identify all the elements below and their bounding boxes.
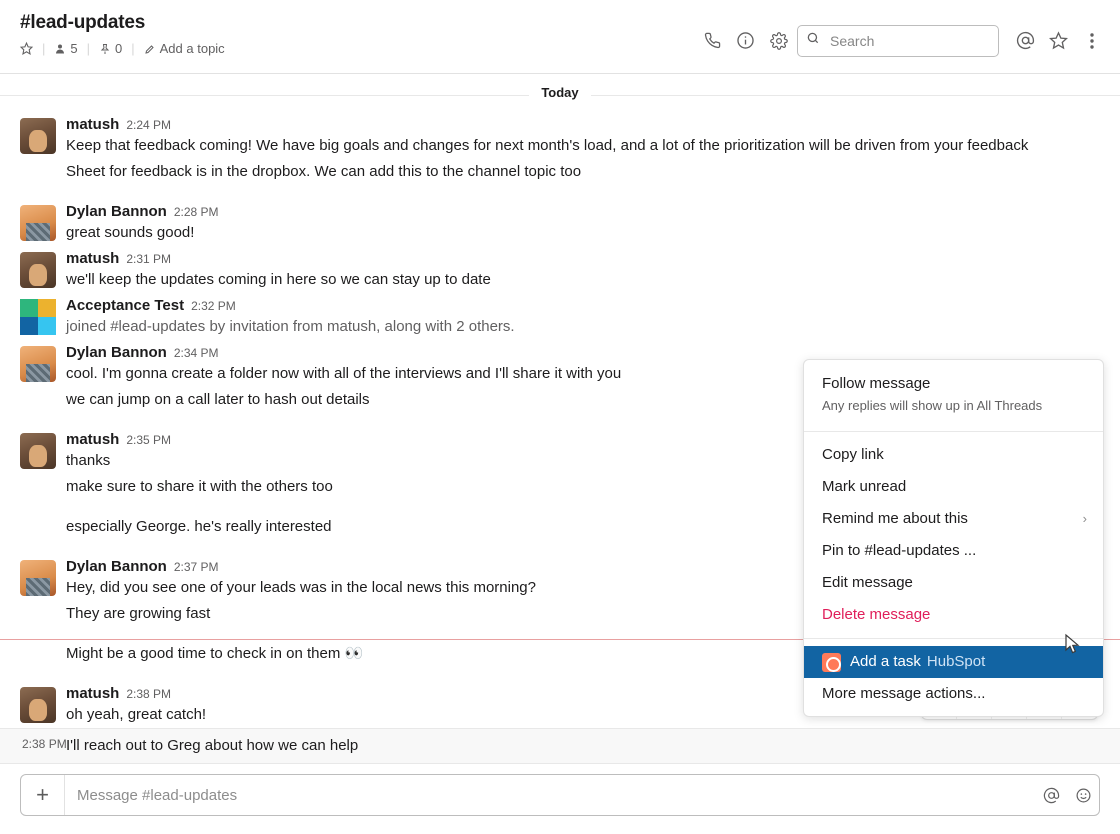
phone-icon[interactable] <box>696 24 729 57</box>
context-menu-pin-to-channel[interactable] <box>804 535 1103 567</box>
date-divider-label: Today <box>529 85 590 100</box>
message-time: 2:38 PM <box>22 737 67 751</box>
context-menu-item-label: Remind me about this <box>822 510 968 527</box>
context-menu-copy-link[interactable] <box>804 439 1103 471</box>
star-icon[interactable] <box>1042 24 1075 57</box>
message-row-hovered[interactable] <box>0 728 1120 764</box>
context-menu-item-label: More message actions... <box>822 685 986 702</box>
context-menu-mark-unread[interactable] <box>804 471 1103 503</box>
message-author[interactable]: matush <box>66 250 120 267</box>
message-text: I'll reach out to Greg about how we can help <box>66 737 359 754</box>
message-time: 2:37 PM <box>173 560 219 574</box>
context-menu-divider <box>804 638 1103 639</box>
add-topic-label: Add a topic <box>159 41 225 56</box>
message-author[interactable]: matush <box>66 685 120 702</box>
message-text: Hey, did you see one of your leads was in the local news this morning? <box>66 579 536 596</box>
message-text: Might be a good time to check in on them 👀 <box>66 645 364 662</box>
message-time: 2:24 PM <box>126 118 172 132</box>
message-input[interactable] <box>65 787 1035 804</box>
context-menu-item-label: Add a task <box>850 653 921 670</box>
context-menu-item-label: Mark unread <box>822 478 907 495</box>
context-menu-item-label: Pin to #lead-updates ... <box>822 542 977 559</box>
message-time: 2:28 PM <box>173 205 219 219</box>
context-menu-item-app: HubSpot <box>926 653 986 670</box>
chevron-right-icon: › <box>1082 511 1087 526</box>
avatar[interactable] <box>20 687 56 723</box>
members-count-label: 5 <box>70 41 78 56</box>
message-row[interactable] <box>0 112 1120 159</box>
message-row[interactable] <box>0 159 1120 199</box>
message-text: Keep that feedback coming! We have big goals and changes for next month's load, and a lot of the prioritization will be driven from your feedback <box>66 137 1029 154</box>
avatar-spacer <box>20 390 56 426</box>
message-author[interactable]: Dylan Bannon <box>66 203 167 220</box>
avatar-spacer <box>20 517 56 553</box>
avatar[interactable] <box>20 252 56 288</box>
message-row[interactable] <box>0 246 1120 293</box>
message-text: oh yeah, great catch! <box>66 706 207 723</box>
message-time: 2:38 PM <box>126 687 172 701</box>
meta-divider-2: | <box>86 41 91 56</box>
search-input[interactable] <box>828 32 990 50</box>
avatar[interactable] <box>20 560 56 596</box>
message-time: 2:35 PM <box>126 433 172 447</box>
context-menu-follow-message[interactable] <box>804 368 1103 424</box>
meta-divider-3: | <box>131 41 135 56</box>
avatar[interactable] <box>20 346 56 382</box>
search-box[interactable] <box>797 25 999 57</box>
header-actions <box>696 24 1108 57</box>
message-author[interactable]: Acceptance Test <box>66 297 185 314</box>
avatar[interactable] <box>20 299 56 335</box>
message-context-menu[interactable] <box>803 359 1104 717</box>
gear-icon[interactable] <box>762 24 795 57</box>
message-author[interactable]: Dylan Bannon <box>66 344 167 361</box>
message-text: joined #lead-updates by invitation from matush, along with 2 others. <box>66 318 515 335</box>
message-author[interactable]: matush <box>66 431 120 448</box>
avatar[interactable] <box>20 205 56 241</box>
page-title: #lead-updates <box>20 12 146 33</box>
message-text: thanks <box>66 452 111 469</box>
context-menu-item-label: Copy link <box>822 446 884 463</box>
context-menu-divider <box>804 431 1103 432</box>
add-topic-button[interactable] <box>144 41 225 56</box>
message-text: Sheet for feedback is in the dropbox. We can add this to the channel topic too <box>66 163 582 180</box>
message-text: especially George. he's really interested <box>66 518 332 535</box>
message-time: 2:34 PM <box>173 346 219 360</box>
context-menu-more-actions[interactable] <box>804 678 1103 710</box>
avatar-spacer <box>20 162 56 198</box>
mentions-icon[interactable] <box>1009 24 1042 57</box>
pins-count[interactable] <box>99 41 122 56</box>
message-composer[interactable] <box>20 774 1100 816</box>
message-text: make sure to share it with the others too <box>66 478 333 495</box>
more-options-icon[interactable] <box>1075 24 1108 57</box>
context-menu-item-label: Edit message <box>822 574 913 591</box>
message-text: They are growing fast <box>66 605 211 622</box>
message-row[interactable] <box>0 293 1120 340</box>
message-text: cool. I'm gonna create a folder now with all of the interviews and I'll share it with you <box>66 365 622 382</box>
date-divider <box>0 84 1120 106</box>
context-menu-remind-me[interactable] <box>804 503 1103 535</box>
emoji-icon[interactable] <box>1067 775 1099 815</box>
avatar-spacer <box>20 477 56 513</box>
message-row[interactable] <box>0 199 1120 246</box>
avatar-spacer <box>20 604 56 640</box>
channel-header <box>0 0 1120 74</box>
message-time: 2:32 PM <box>191 299 236 313</box>
composer-area <box>0 764 1120 834</box>
hubspot-icon <box>822 653 841 672</box>
star-channel-icon[interactable] <box>20 42 33 55</box>
message-author[interactable]: Dylan Bannon <box>66 558 167 575</box>
context-menu-add-a-task[interactable] <box>804 646 1103 678</box>
context-menu-delete-message[interactable] <box>804 599 1103 631</box>
pins-count-label: 0 <box>115 41 123 56</box>
context-menu-item-sublabel: Any replies will show up in All Threads <box>822 398 1043 413</box>
message-text: great sounds good! <box>66 224 195 241</box>
context-menu-edit-message[interactable] <box>804 567 1103 599</box>
context-menu-item-label: Follow message <box>822 375 931 392</box>
message-text: we can jump on a call later to hash out details <box>66 391 370 408</box>
meta-divider-1: | <box>42 41 46 56</box>
message-time: 2:31 PM <box>126 252 172 266</box>
mention-icon[interactable] <box>1035 775 1067 815</box>
message-author[interactable]: matush <box>66 116 120 133</box>
members-count[interactable] <box>54 41 77 56</box>
context-menu-item-label: Delete message <box>822 606 931 623</box>
avatar[interactable] <box>20 118 56 154</box>
avatar[interactable] <box>20 433 56 469</box>
add-attachment-icon[interactable]: + <box>21 775 65 815</box>
message-text: we'll keep the updates coming in here so we can stay up to date <box>66 271 491 288</box>
info-icon[interactable] <box>729 24 762 57</box>
avatar-spacer <box>20 644 56 680</box>
message-list[interactable] <box>0 74 1120 764</box>
search-icon <box>806 31 820 50</box>
